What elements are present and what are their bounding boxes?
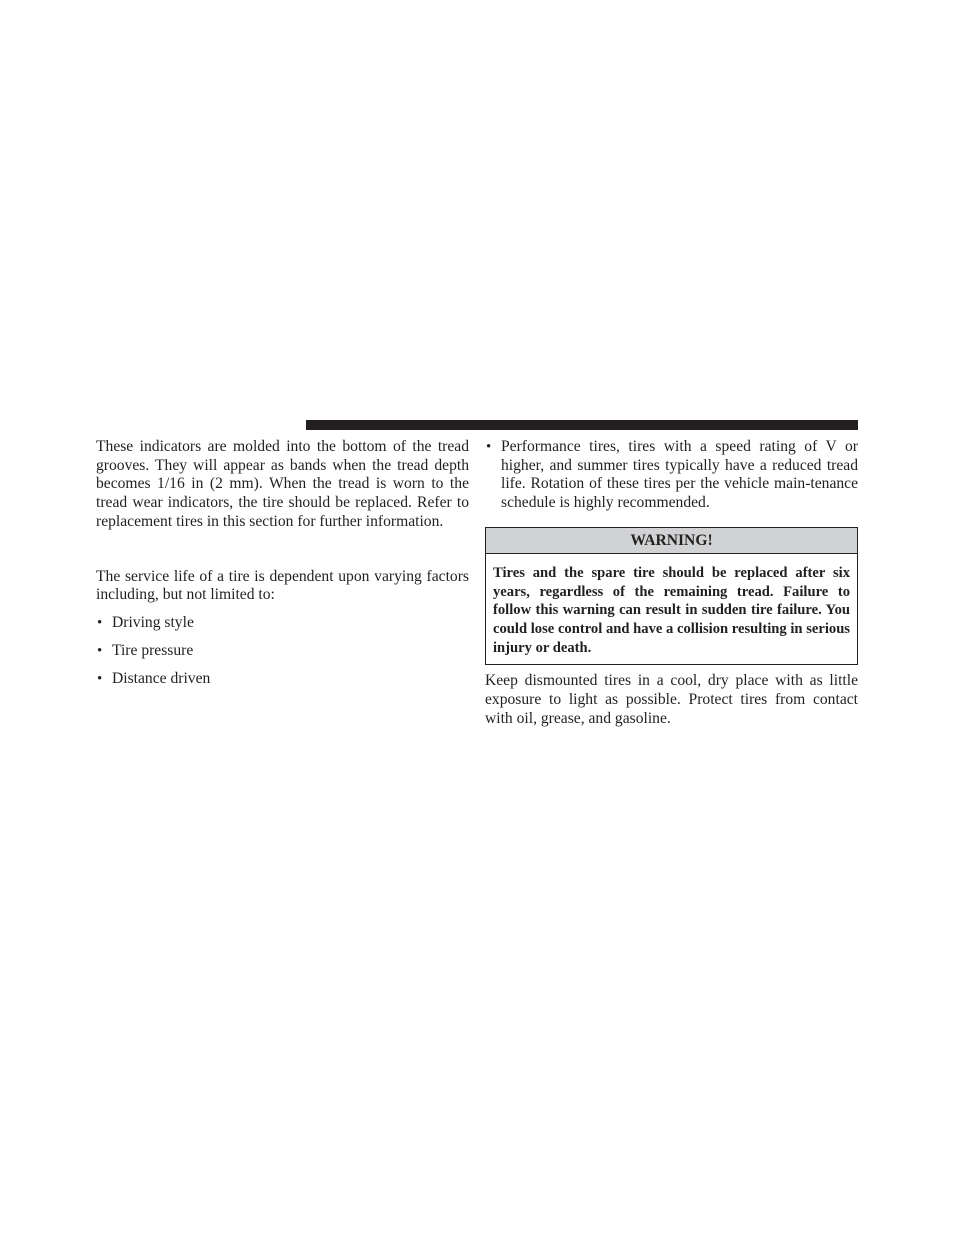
bullet-icon: •	[97, 670, 103, 687]
list-item	[485, 438, 858, 513]
storage-paragraph: Keep dismounted tires in a cool, dry place with as little exposure to light as possible. Protect tires from contact with oil, grease, and gasoline.	[485, 672, 858, 727]
service-life-factors-list	[96, 614, 469, 689]
list-item	[96, 642, 469, 661]
list-item	[96, 614, 469, 633]
performance-tires-list	[485, 438, 858, 513]
list-item-text: Performance tires, tires with a speed rating of V or higher, and summer tires typically have a reduced tread life. Rotation of these tires per the vehicle main-tenance schedule is highly recommended.	[501, 438, 858, 512]
left-column	[96, 438, 469, 698]
list-item-text: Driving style	[112, 613, 194, 631]
bullet-icon: •	[97, 614, 103, 631]
bullet-icon: •	[97, 642, 103, 659]
service-life-paragraph: The service life of a tire is dependent upon varying factors including, but not limited to:	[96, 567, 469, 604]
list-item-text: Tire pressure	[112, 641, 194, 659]
right-column	[485, 438, 858, 728]
list-item	[96, 670, 469, 689]
bullet-icon: •	[486, 439, 492, 455]
warning-box	[485, 527, 858, 666]
section-header-bar	[306, 420, 858, 430]
list-item-text: Distance driven	[112, 669, 211, 687]
tread-indicator-paragraph: These indicators are molded into the bottom of the tread grooves. They will appear as bands when the tread depth becomes 1/16 in (2 mm). When the tread is worn to the tread wear indicators, the tire should be replaced. Refer to replacement tires in this section for further information.	[96, 438, 469, 530]
warning-body: Tires and the spare tire should be replaced after six years, regardless of the remaining tread. Failure to follow this warning can result in sudden tire failure. You could lose control and have a collision resulting in serious injury or death.	[493, 564, 850, 656]
warning-title: WARNING!	[486, 528, 857, 554]
